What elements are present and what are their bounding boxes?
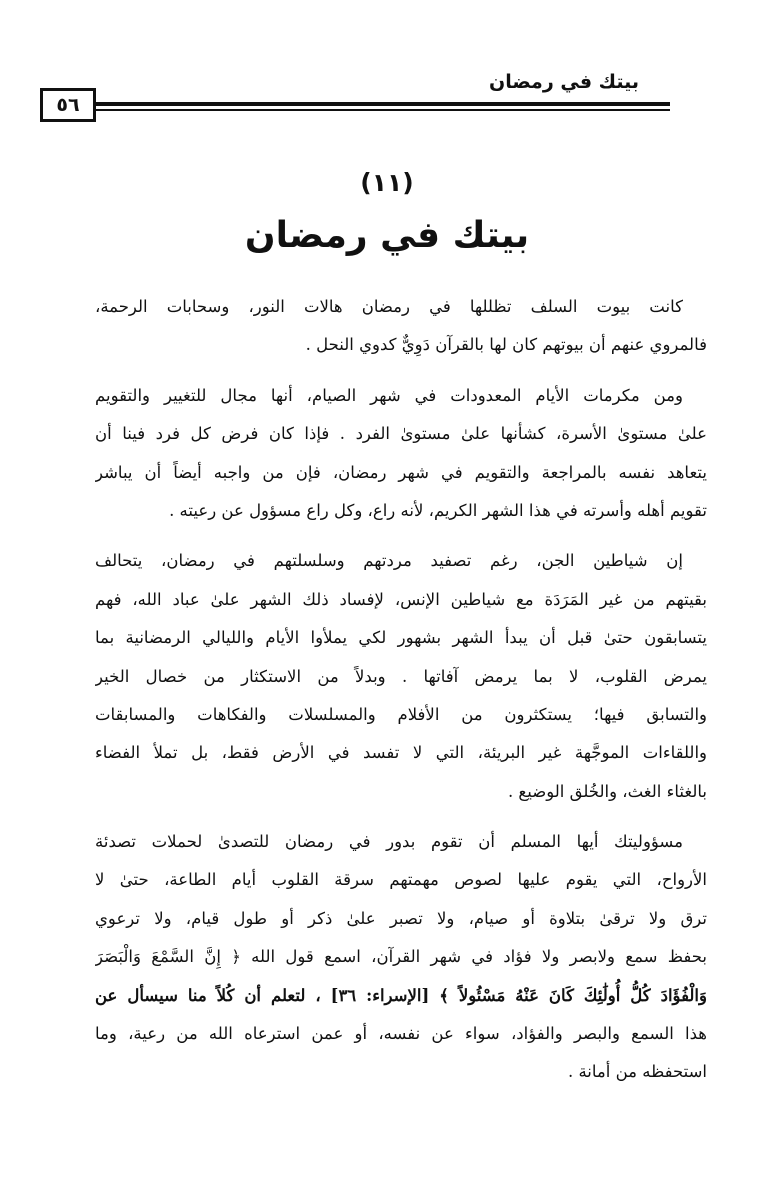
- running-title: بيتك في رمضان: [488, 71, 639, 93]
- chapter-number: (١١): [360, 168, 414, 197]
- chapter-title: بيتك في رمضان: [244, 215, 530, 256]
- paragraph-4: [95, 823, 707, 1092]
- text-line: واللقاءات الموجَّهة غير البريئة، التي لا تفسد في الأرض فقط، بل تملأ الفضاء: [95, 743, 707, 763]
- text-line: كانت بيوت السلف تظللها في رمضان هالات النور، وسحابات الرحمة،: [95, 297, 683, 316]
- text-line: هذا السمع والبصر والفؤاد، سواء عن نفسه، أو عمن استرعاه الله من رعية، وما: [95, 1024, 707, 1044]
- running-header: [0, 0, 774, 120]
- text-line: إن شياطين الجن، رغم تصفيد مردتهم وسلسلتهم في رمضان، يتحالف: [95, 551, 683, 571]
- text-line: بقيتهم من غير المَرَدَة مع شياطين الإنس، لإفساد ذلك الشهر علىٰ عباد الله، فهم: [95, 589, 707, 609]
- page-number: ٥٦: [40, 88, 96, 122]
- text-line: ومن مكرمات الأيام المعدودات في شهر الصيام، أنها مجال للتغيير والتقويم: [95, 385, 683, 405]
- text-line: مسؤوليتك أيها المسلم أن تقوم بدور في رمضان للتصدىٰ لحملات تصدئة: [95, 832, 683, 852]
- text-line-quran-verse: وَالْفُؤَادَ كُلُّ أُولَٰئِكَ كَانَ عَنْهُ مَسْئُولاً ﴾ [الإسراء: ٣٦] ، لتعلم أن كُلاً منا سيسأل عن: [95, 985, 707, 1005]
- text-line: والتسابق فيها؛ يستكثرون من الأفلام والمسلسلات والفكاهات والمسابقات: [95, 704, 707, 724]
- paragraph-3: [95, 542, 707, 811]
- text-line: يتعاهد نفسه بالمراجعة والتقويم في شهر رمضان، فإن من واجبه أيضاً أن يباشر: [95, 462, 707, 482]
- body-text: [95, 288, 707, 1092]
- text-line: بحفظ سمع ولابصر ولا فؤاد في شهر القرآن، اسمع قول الله ﴿ إِنَّ السَّمْعَ وَالْبَصَرَ: [95, 947, 707, 967]
- text-line: بالغثاء الغث، والخُلق الوضيع .: [507, 781, 707, 801]
- text-line: علىٰ مستوىٰ الأسرة، كشأنها علىٰ مستوىٰ الفرد . فإذا كان فرض كل فرد فينا أن: [95, 424, 707, 444]
- text-line: فالمروي عنهم أن بيوتهم كان لها بالقرآن دَوِيٌّ كدوي النحل .: [305, 335, 707, 355]
- header-rule-thick: [95, 102, 670, 106]
- header-rule-thin: [95, 109, 670, 111]
- text-line: يتسابقون حتىٰ قبل أن يبدأ الشهر بشهور لكي يملأوا الأيام والليالي الرمضانية بما: [95, 628, 707, 648]
- text-line: ترق ولا ترقىٰ بتلاوة أو صيام، ولا تصبر علىٰ ذكر أو طول قيام، ولا ترعوي: [95, 908, 707, 928]
- text-line: تقويم أهله وأسرته في هذا الشهر الكريم، لأنه راع، وكل راع مسؤول عن رعيته .: [169, 500, 707, 520]
- paragraph-2: [95, 377, 707, 531]
- text-line: استحفظه من أمانة .: [567, 1062, 707, 1082]
- text-line: يمرض القلوب، لا بما يرمض آفاتها . وبدلاً من الاستكثار من خصال الخير: [95, 666, 707, 686]
- paragraph-1: [95, 288, 707, 365]
- text-line: الأرواح، التي يقوم عليها لصوص مهمتهم سرقة القلوب أيام الطاعة، حتىٰ لا: [95, 870, 707, 890]
